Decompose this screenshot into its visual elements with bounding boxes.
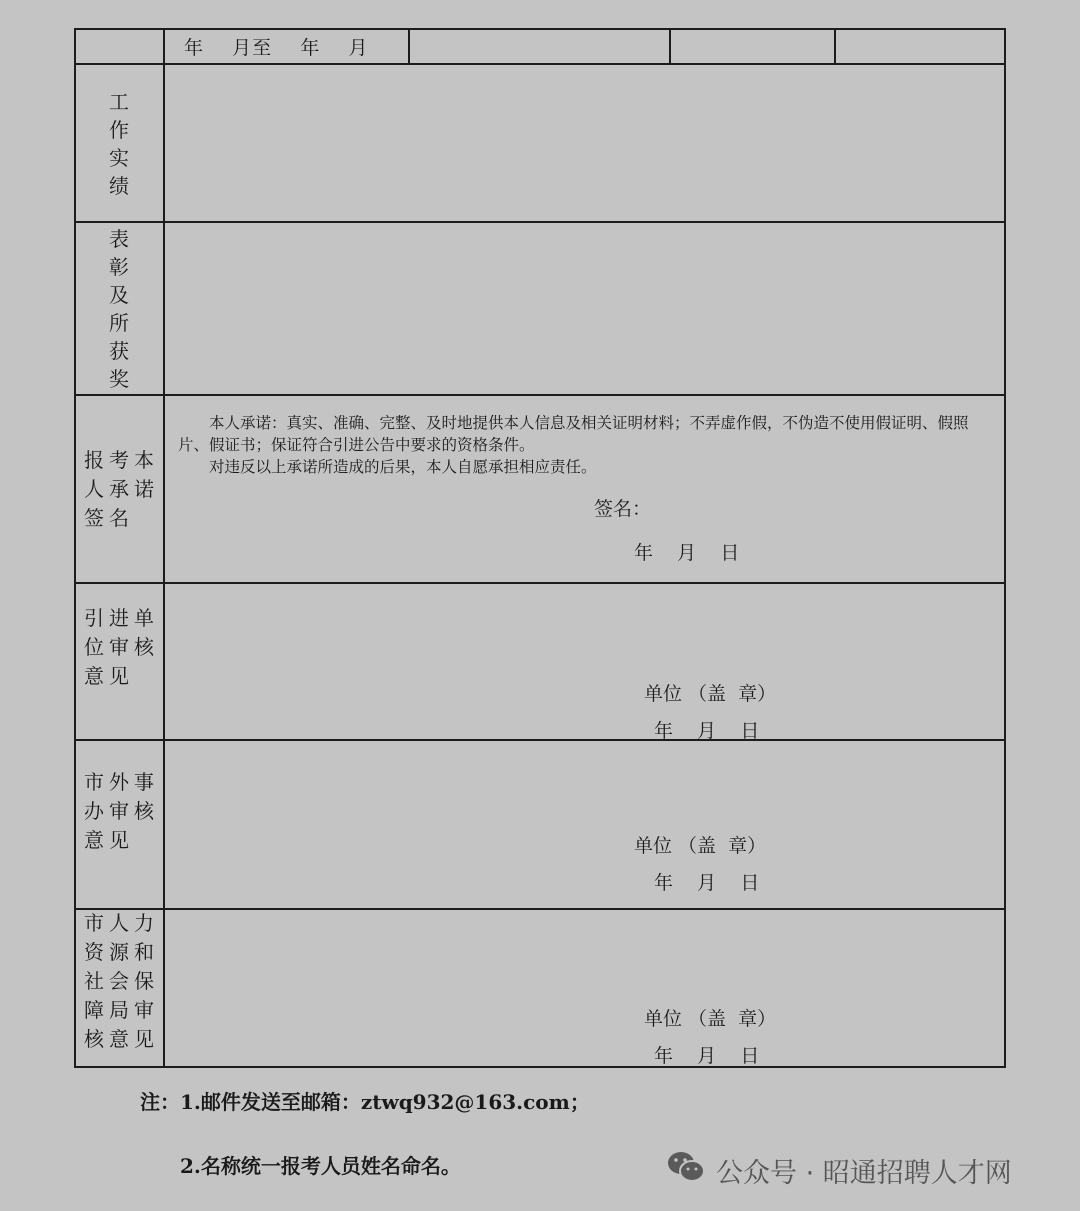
promise-paragraph: 对违反以上承诺所造成的后果，本人自愿承担相应责任。 <box>209 458 597 476</box>
watermark <box>666 1150 1012 1190</box>
date-range-cell: 年 月至 年 月 <box>184 37 369 59</box>
unit-stamp-label: 单位 （盖 章） <box>644 683 777 705</box>
label-char: 所 <box>109 311 129 335</box>
row-divider <box>74 582 1006 584</box>
signature-date: 年 月 日 <box>634 542 740 564</box>
foreign-affairs-stamp-label: 单位 （盖 章） <box>634 835 767 857</box>
row-divider <box>74 221 1006 223</box>
label-char: 彰 <box>109 255 129 279</box>
row-divider <box>74 739 1006 741</box>
note-email: 注：1.邮件发送至邮箱：ztwq932@163.com； <box>140 1090 590 1114</box>
column-divider <box>834 28 836 64</box>
hr-bureau-stamp-label: 单位 （盖 章） <box>644 1008 777 1030</box>
application-form-table <box>74 28 1006 1068</box>
label-char: 获 <box>109 339 129 363</box>
foreign-affairs-review-label: 市外事办审核意见 <box>84 770 159 852</box>
table-border-bottom <box>74 1066 1006 1068</box>
work-achievements-label <box>74 88 164 200</box>
row-divider <box>74 394 1006 396</box>
unit-review-date: 年 月 日 <box>654 720 760 742</box>
label-char: 及 <box>109 283 129 307</box>
table-border-right <box>1004 28 1006 1068</box>
wechat-icon <box>666 1149 706 1192</box>
label-char: 作 <box>109 118 129 142</box>
label-char: 表 <box>109 227 129 251</box>
column-divider <box>669 28 671 64</box>
awards-label <box>74 225 164 393</box>
signature-label: 签名： <box>594 498 652 520</box>
promise-statement <box>178 412 996 478</box>
column-divider <box>408 28 410 64</box>
unit-review-label: 引进单位审核意见 <box>84 606 159 688</box>
table-border-top <box>74 28 1006 30</box>
promise-paragraph: 本人承诺：真实、准确、完整、及时地提供本人信息及相关证明材料；不弄虚作假，不伪造不使用假证明、假照片、假证书；保证符合引进公告中要求的资格条件。 <box>178 414 969 454</box>
row-divider <box>74 908 1006 910</box>
hr-bureau-review-label: 市人力资源和社会保障局审核意见 <box>84 911 159 1051</box>
label-char: 奖 <box>109 367 129 391</box>
watermark-text: 公众号 · 昭通招聘人才网 <box>716 1157 1012 1189</box>
label-char: 绩 <box>109 174 129 198</box>
label-char: 工 <box>109 90 129 114</box>
foreign-affairs-review-date: 年 月 日 <box>654 872 760 894</box>
row-divider <box>74 63 1006 65</box>
label-char: 实 <box>109 146 129 170</box>
applicant-promise-label: 报考本人承诺签名 <box>84 448 159 530</box>
note-naming: 2.名称统一报考人员姓名命名。 <box>180 1154 461 1178</box>
hr-bureau-review-date: 年 月 日 <box>654 1045 760 1067</box>
